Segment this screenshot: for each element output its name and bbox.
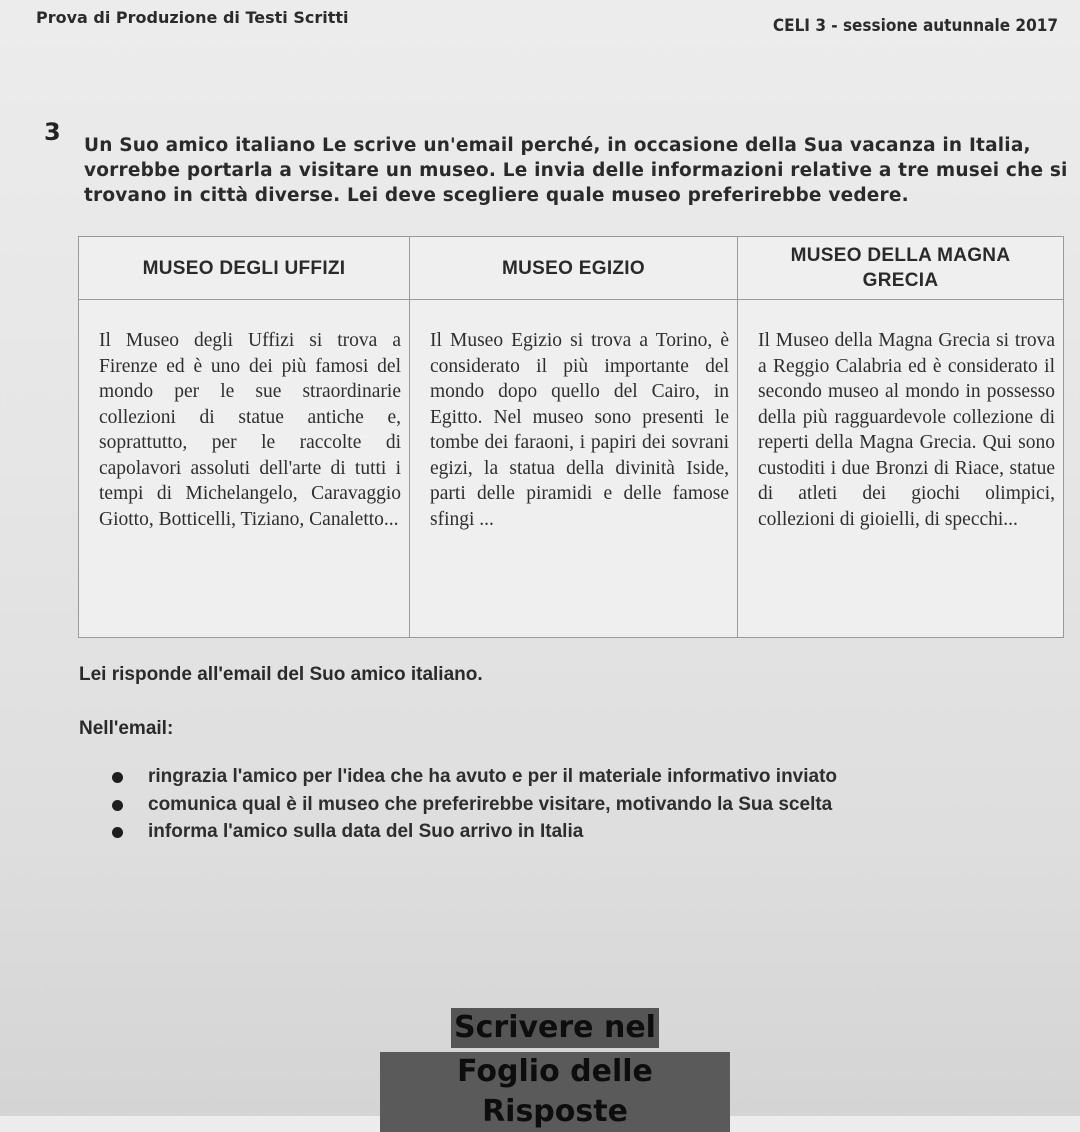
bullet-icon (112, 800, 123, 811)
question-text: Un Suo amico italiano Le scrive un'email perché, in occasione della Sua vacanza in Italia, vorrebbe portarla a visitare un museo. Le invia delle informazioni relative a tre musei che si trovano in città diverse. Lei deve scegliere quale museo preferirebbe vedere. (84, 135, 1068, 206)
description-museo-magna-grecia: Il Museo della Magna Grecia si trova a Reggio Calabria ed è considerato il secondo museo al mondo in possesso della più ragguardevole collezione di reperti della Magna Grecia. Qui sono custoditi i due Bronzi di Riace, statue di atleti dei giochi olimpici, collezioni di gioielli, di specchi... (738, 300, 1064, 638)
answer-sheet-note (380, 1008, 730, 1132)
header-session: CELI 3 - sessione autunnale 2017 (772, 16, 1058, 36)
bullet-text: comunica qual è il museo che preferirebbe visitare, motivando la Sua scelta (148, 793, 833, 815)
header-museo-magna-grecia: MUSEO DELLA MAGNA GRECIA (738, 237, 1064, 300)
footer-line-1: Scrivere nel (451, 1008, 659, 1048)
table-body-row (79, 300, 1064, 638)
list-item (112, 791, 837, 819)
email-label: Nell'email: (79, 718, 174, 739)
header-exam-title: Prova di Produzione di Testi Scritti (36, 8, 349, 27)
list-item (112, 818, 837, 846)
bullet-icon (112, 827, 123, 838)
reply-instruction: Lei risponde all'email del Suo amico italiano. (79, 664, 483, 685)
header-museo-egizio: MUSEO EGIZIO (410, 237, 738, 300)
header-museo-uffizi: MUSEO DEGLI UFFIZI (79, 237, 410, 300)
question-number: 3 (44, 118, 61, 146)
bullet-text: informa l'amico sulla data del Suo arrivo in Italia (148, 821, 584, 842)
footer-line-2: Foglio delle Risposte (380, 1052, 730, 1132)
task-bullet-list (112, 763, 837, 846)
bullet-icon (112, 772, 123, 783)
museums-table (78, 236, 1064, 638)
description-museo-uffizi: Il Museo degli Uffizi si trova a Firenze ed è uno dei più famosi del mondo per le sue straordinarie collezioni di statue antiche e, soprattutto, per le raccolte di capolavori assoluti dell'arte di tutti i tempi di Michelangelo, Caravaggio Giotto, Botticelli, Tiziano, Canaletto... (79, 300, 410, 638)
list-item (112, 763, 837, 791)
bullet-text: ringrazia l'amico per l'idea che ha avuto e per il materiale informativo inviato (148, 766, 838, 787)
description-museo-egizio: Il Museo Egizio si trova a Torino, è considerato il più importante del mondo dopo quello del Cairo, in Egitto. Nel museo sono presenti le tombe dei faraoni, i papiri dei sovrani egizi, la statua della divinità Iside, parti delle piramidi e delle famose sfingi ... (410, 300, 738, 638)
table-header-row (79, 237, 1064, 300)
